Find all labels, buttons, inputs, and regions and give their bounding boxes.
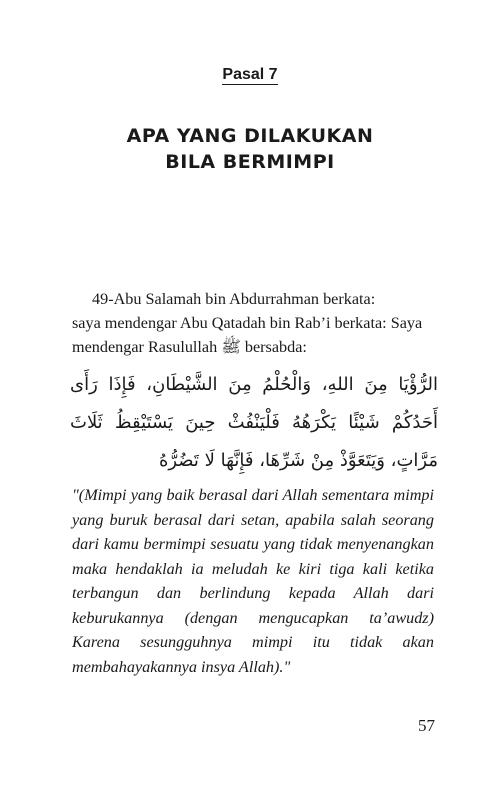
intro-line-3: mendengar Rasulullah ﷺ bersabda:	[72, 338, 307, 356]
intro-paragraph	[72, 287, 432, 359]
translation-paragraph: "(Mimpi yang baik berasal dari Allah sementara mimpi yang buruk berasal dari setan, apabila salah seorang dari kamu bermimpi sesuatu yang tidak menyenangkan maka hendaklah ia meludah ke kiri tiga kali ketika terbangun dan berlindung kepada Allah dari keburukannya (dengan mengucapkan ta’awudz) Karena sesungguhnya mimpi itu tidak akan membahayakannya insya Allah)."	[72, 486, 434, 676]
title-line-2: BILA BERMIMPI	[165, 151, 335, 173]
intro-line-1: 49-Abu Salamah bin Abdurrahman berkata:	[92, 290, 376, 308]
page-number: 57	[418, 716, 435, 735]
title-line-1: APA YANG DILAKUKAN	[126, 125, 374, 147]
intro-line-2: saya mendengar Abu Qatadah bin Rab’i berkata: Saya	[72, 314, 423, 332]
arabic-hadith-text: الرُّؤْيَا مِنَ اللهِ، وَالْحُلْمُ مِنَ الشَّيْطَانِ، فَإِذَا رَأَى أَحَدُكُمْ شَيْئًا يَكْرَهُهُ فَلْيَنْفُثْ حِينَ يَسْتَيْقِظُ ثَلَاثَ مَرَّاتٍ، وَيَتَعَوَّذْ مِنْ شَرِّهَا، فَإِنَّهَا لَا تَضُرُّهُ	[70, 374, 438, 471]
chapter-heading	[0, 66, 500, 84]
chapter-label: Pasal 7	[222, 66, 278, 83]
